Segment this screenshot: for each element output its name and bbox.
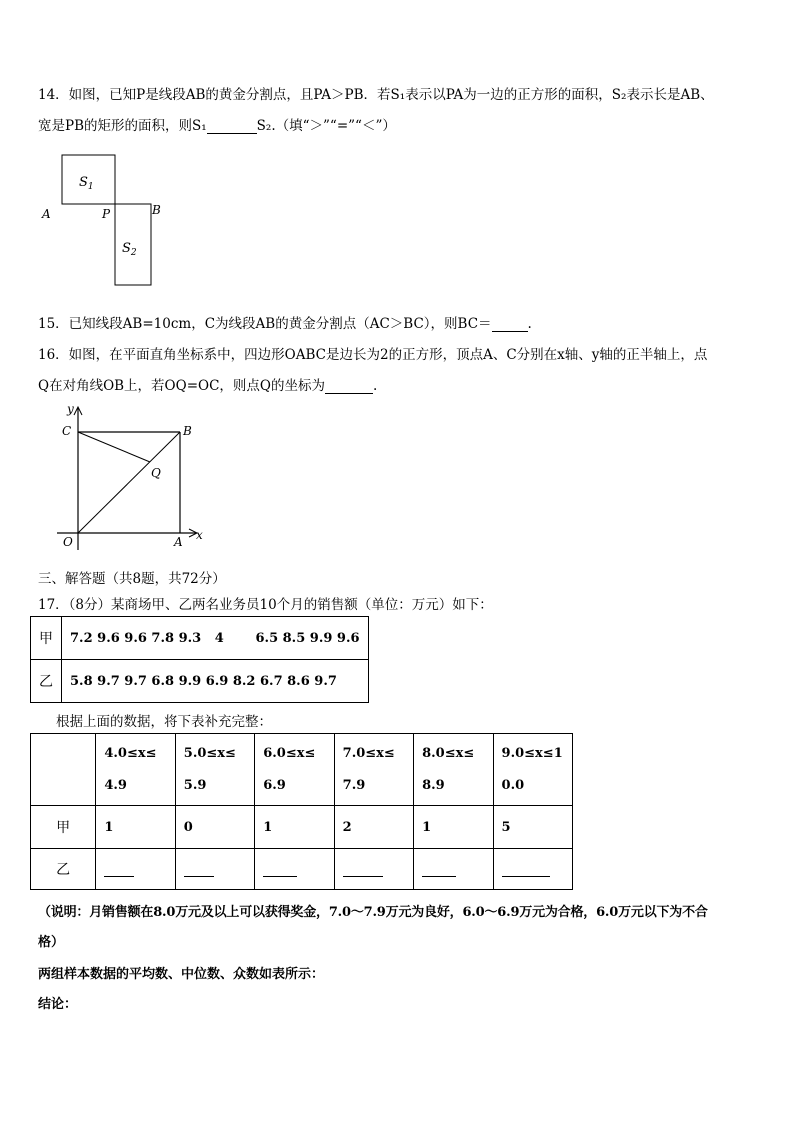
count-cell: 0 xyxy=(175,806,254,849)
q17-stats-line: 两组样本数据的平均数、中位数、众数如表所示： xyxy=(38,967,325,982)
section-heading: 三、解答题（共8题，共72分） xyxy=(38,571,226,587)
q16-line2-start: Q在对角线OB上，若OQ=OC，则点Q的坐标为 xyxy=(38,378,325,394)
q17-note-line2: 格） xyxy=(38,935,65,950)
q16-line1: 16．如图，在平面直角坐标系中，四边形OABC是边长为2的正方形，顶点A、C分别在x轴、y轴的正半轴上，点 xyxy=(38,347,708,363)
interval-header xyxy=(493,734,572,806)
diagonal-ob xyxy=(78,432,180,533)
q16-answer-blank[interactable] xyxy=(325,379,373,394)
count-cell: 2 xyxy=(334,806,413,849)
row-label: 甲 xyxy=(31,617,62,660)
label-s1: $S_1$ xyxy=(79,175,94,192)
table-row xyxy=(31,617,369,660)
interval-top: 5.0≤x≤ xyxy=(183,745,236,761)
q14-line2-end: S₂.（填“＞”“=”“＜”） xyxy=(256,118,396,134)
q17-conclusion: 结论： xyxy=(38,997,78,1012)
interval-top: 9.0≤x≤1 xyxy=(501,745,563,761)
table-row xyxy=(31,660,369,703)
blank-cell[interactable] xyxy=(175,849,254,890)
q14-line2 xyxy=(38,114,396,134)
blank-cell[interactable] xyxy=(493,849,572,890)
row-values: 7.2 9.6 9.6 7.8 9.3 4 6.5 8.5 9.9 9.6 xyxy=(62,617,369,660)
interval-top: 6.0≤x≤ xyxy=(263,745,316,761)
label-b: B xyxy=(183,424,192,438)
count-cell: 1 xyxy=(255,806,334,849)
interval-bottom: 7.9 xyxy=(342,777,366,793)
q16-line2 xyxy=(38,374,377,394)
interval-bottom: 6.9 xyxy=(263,777,286,793)
label-s2: $S_2$ xyxy=(122,241,137,258)
count-cell: 1 xyxy=(96,806,175,849)
row-label: 甲 xyxy=(31,806,96,849)
q15-stem: 15．已知线段AB=10cm，C为线段AB的黄金分割点（AC＞BC），则BC＝ xyxy=(38,316,492,332)
interval-bottom: 8.9 xyxy=(422,777,445,793)
interval-header xyxy=(414,734,493,806)
q14-line1: 14．如图，已知P是线段AB的黄金分割点，且PA＞PB．若S₁表示以PA为一边的正方形的面积，S₂表示长是AB、 xyxy=(38,87,714,103)
q14-line2-start: 宽是PB的矩形的面积，则S₁ xyxy=(38,118,207,134)
label-y: y xyxy=(67,402,74,416)
blank-cell[interactable] xyxy=(334,849,413,890)
sales-data-table xyxy=(30,616,369,703)
q17-intro: 17．（8分）某商场甲、乙两名业务员10个月的销售额（单位：万元）如下： xyxy=(38,597,493,613)
interval-bottom: 5.9 xyxy=(183,777,207,793)
row-label: 乙 xyxy=(31,660,62,703)
interval-bottom: 0.0 xyxy=(501,777,525,793)
table-header-row xyxy=(31,734,573,806)
q16-figure xyxy=(55,400,215,552)
label-c: C xyxy=(62,424,72,438)
interval-header xyxy=(255,734,334,806)
q15-text xyxy=(38,312,532,332)
label-a: A xyxy=(174,535,183,549)
table-row-yi xyxy=(31,849,573,890)
interval-bottom: 4.9 xyxy=(104,777,127,793)
table-row-jia xyxy=(31,806,573,849)
label-x: x xyxy=(196,528,203,542)
corner-cell xyxy=(31,734,96,806)
square-s1 xyxy=(62,155,115,204)
interval-header xyxy=(175,734,254,806)
label-o: O xyxy=(63,535,73,549)
interval-header xyxy=(334,734,413,806)
q17-instruction: 根据上面的数据，将下表补充完整： xyxy=(56,714,272,730)
count-cell: 5 xyxy=(493,806,572,849)
interval-header xyxy=(96,734,175,806)
q16-line2-end: . xyxy=(372,378,378,394)
blank-cell[interactable] xyxy=(96,849,175,890)
interval-top: 8.0≤x≤ xyxy=(422,745,475,761)
interval-top: 4.0≤x≤ xyxy=(104,745,157,761)
label-b: B xyxy=(152,203,161,217)
blank-cell[interactable] xyxy=(414,849,493,890)
frequency-table xyxy=(30,733,573,890)
interval-top: 7.0≤x≤ xyxy=(342,745,395,761)
label-q: Q xyxy=(151,466,161,480)
row-label: 乙 xyxy=(31,849,96,890)
q14-answer-blank[interactable] xyxy=(207,119,257,134)
label-p: P xyxy=(102,207,111,221)
count-cell: 1 xyxy=(414,806,493,849)
q15-answer-blank[interactable] xyxy=(492,317,528,332)
label-a: A xyxy=(42,207,51,221)
segment-cq xyxy=(78,432,150,462)
row-values: 5.8 9.7 9.7 6.8 9.9 6.9 8.2 6.7 8.6 9.7 xyxy=(62,660,369,703)
blank-cell[interactable] xyxy=(255,849,334,890)
q14-figure xyxy=(36,148,176,290)
q17-note-line1: （说明：月销售额在8.0万元及以上可以获得奖金，7.0～7.9万元为良好，6.0～6.9万元为合格，6.0万元以下为不合 xyxy=(38,905,708,920)
q15-end: . xyxy=(527,316,532,332)
rect-s2 xyxy=(115,204,151,285)
